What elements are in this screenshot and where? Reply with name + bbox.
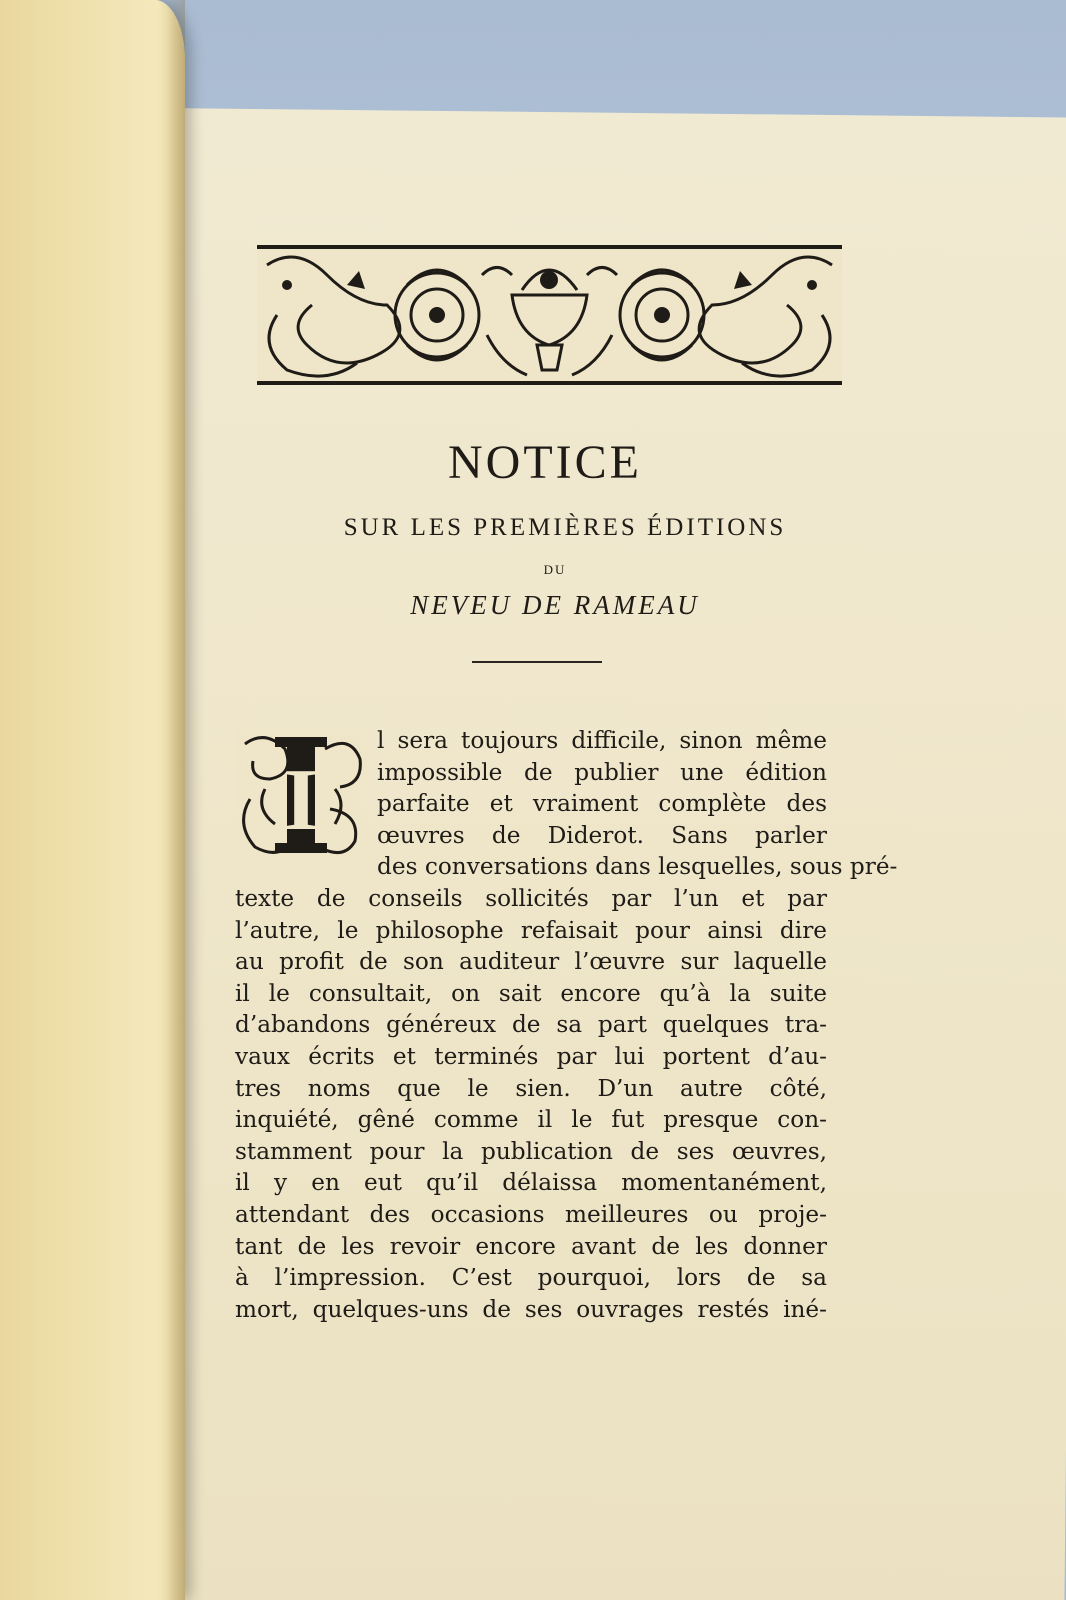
text-line: au profit de son auditeur l’œuvre sur laquelle xyxy=(235,948,827,976)
floral-headpiece-ornament-icon xyxy=(257,245,842,385)
body-text xyxy=(235,725,898,1325)
text-line: œuvres de Diderot. Sans parler xyxy=(377,821,827,849)
text-line: tant de les revoir encore avant de les donner xyxy=(235,1232,827,1260)
text-line: attendant des occasions meilleures ou proje- xyxy=(235,1200,827,1228)
text-line: mort, quelques-uns de ses ouvrages restés iné- xyxy=(235,1295,827,1323)
text-line: il le consultait, on sait encore qu’à la suite xyxy=(235,979,827,1007)
text-line: tres noms que le sien. D’un autre côté, xyxy=(235,1074,827,1102)
decorated-initial-icon xyxy=(235,729,367,861)
text-line: à l’impression. C’est pourquoi, lors de sa xyxy=(235,1264,827,1292)
divider-rule xyxy=(472,661,602,663)
text-line: vaux écrits et terminés par lui portent d’au- xyxy=(235,1042,827,1070)
dropcap-letter: I xyxy=(283,752,319,849)
text-line: il y en eut qu’il délaissa momentanément, xyxy=(235,1169,827,1197)
left-page-edge xyxy=(0,0,185,1600)
page-title: NOTICE xyxy=(448,436,642,489)
text-line: inquiété, gêné comme il le fut presque con- xyxy=(235,1106,827,1134)
text-line: texte de conseils sollicités par l’un et par xyxy=(235,884,827,912)
text-line: stamment pour la publication de ses œuvres, xyxy=(235,1137,827,1165)
connector-word: DU xyxy=(543,562,567,577)
text-line: l sera toujours difficile, sinon même xyxy=(377,727,827,754)
text-line: d’abandons généreux de sa part quelques tra- xyxy=(235,1011,827,1039)
book-title: NEVEU DE RAMEAU xyxy=(410,590,700,620)
text-line: impossible de publier une édition xyxy=(377,758,827,786)
page-content xyxy=(235,245,898,1325)
text-line: l’autre, le philosophe refaisait pour ainsi dire xyxy=(235,916,827,944)
page-subtitle: SUR LES PREMIÈRES ÉDITIONS xyxy=(343,514,787,541)
text-line: des conversations dans lesquelles, sous pré- xyxy=(377,853,898,881)
text-line: parfaite et vraiment complète des xyxy=(377,790,827,818)
